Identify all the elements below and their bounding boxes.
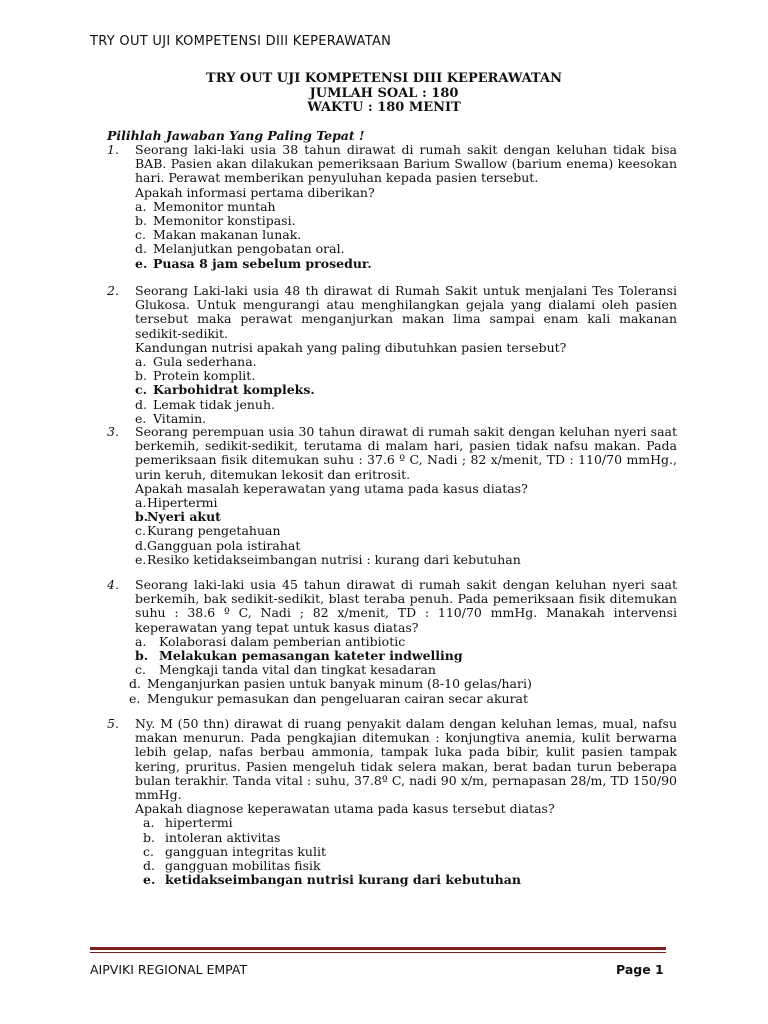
footer-organization: AIPVIKI REGIONAL EMPAT <box>90 962 248 977</box>
option-d: d. Gangguan pola istirahat <box>135 537 301 553</box>
question-prompt: Apakah informasi pertama diberikan? <box>135 184 375 200</box>
option-list <box>135 816 677 887</box>
question-prompt: Apakah diagnose keperawatan utama pada kasus tersebut diatas? <box>135 801 555 817</box>
question-5 <box>107 717 677 887</box>
option-b-answer: b. Melakukan pemasangan kateter indwelling <box>135 648 463 664</box>
option-list <box>135 200 677 271</box>
question-number: 2. <box>107 283 119 298</box>
question-stem: Seorang laki-laki usia 38 tahun dirawat di rumah sakit dengan keluhan tidak bisa BAB. Pasien akan dilakukan pemeriksaan Barium Swallow (barium enema) keesokan hari. Perawat memberikan penyuluhan kepada pasien tersebut. <box>135 142 677 186</box>
option-e: e. Resiko ketidakseimbangan nutrisi : kurang dari kebutuhan <box>135 551 521 567</box>
option-c-answer: c. Karbohidrat kompleks. <box>135 382 315 398</box>
document-title: TRY OUT UJI KOMPETENSI DIII KEPERAWATAN <box>206 71 562 86</box>
option-list <box>129 633 677 706</box>
option-c: c. gangguan integritas kulit <box>143 843 326 859</box>
option-d: d. Melanjutkan pengobatan oral. <box>135 241 345 257</box>
option-e-answer: e. ketidakseimbangan nutrisi kurang dari kebutuhan <box>143 872 521 888</box>
page-number: Page 1 <box>616 962 664 977</box>
option-a: a. Kolaborasi dalam pemberian antibiotic <box>135 633 406 649</box>
question-2 <box>107 284 677 426</box>
option-e-answer: e. Puasa 8 jam sebelum prosedur. <box>135 255 372 271</box>
question-count: JUMLAH SOAL : 180 <box>309 85 459 101</box>
question-number: 3. <box>107 424 119 439</box>
instruction: Pilihlah Jawaban Yang Paling Tepat ! <box>107 128 365 143</box>
question-number: 5. <box>107 716 119 731</box>
option-a: a. Memonitor muntah <box>135 198 276 214</box>
option-c: c. Makan makanan lunak. <box>135 227 302 243</box>
footer-rule-thick <box>90 947 666 950</box>
option-c: c. Mengkaji tanda vital dan tingkat kesadaran <box>135 662 436 678</box>
question-stem: Ny. M (50 thn) dirawat di ruang penyakit dalam dengan keluhan lemas, mual, nafsu makan menurun. Pada pengkajian ditemukan : konjungtiva anemia, kulit berwarna lebih gelap, nafas berbau ammonia, tampak luka pada bibir, kulit pasien tampak kering, pruritus. Pasien mengeluh tidak selera makan, berat badan turun beberapa bulan terakhir. Tanda vital : suhu, 37.8º C, nadi 90 x/m, pernapasan 28/m, TD 150/90 mmHg. <box>135 716 677 803</box>
footer-rule-thin <box>90 952 666 953</box>
question-prompt: Apakah masalah keperawatan yang utama pada kasus diatas? <box>135 480 528 496</box>
option-b: b. intoleran aktivitas <box>143 829 281 845</box>
question-number: 4. <box>107 577 119 592</box>
question-prompt: Kandungan nutrisi apakah yang paling dibutuhkan pasien tersebut? <box>135 339 567 355</box>
question-4 <box>107 578 677 706</box>
option-d: d. Lemak tidak jenuh. <box>135 396 275 412</box>
option-a: a. Gula sederhana. <box>135 354 257 370</box>
option-list <box>135 496 677 567</box>
question-number: 1. <box>107 142 119 157</box>
option-b: b. Protein komplit. <box>135 368 256 384</box>
option-list <box>135 355 677 426</box>
option-b: b. Memonitor konstipasi. <box>135 213 296 229</box>
question-1 <box>107 143 677 271</box>
option-d: d. Menganjurkan pasien untuk banyak minum (8-10 gelas/hari) <box>129 676 532 692</box>
option-a: a. Hipertermi <box>135 495 218 511</box>
option-b-answer: b. Nyeri akut <box>135 509 221 525</box>
option-a: a. hipertermi <box>143 815 233 831</box>
option-d: d. gangguan mobilitas fisik <box>143 858 321 874</box>
option-c: c. Kurang pengetahuan <box>135 523 281 539</box>
option-e: e. Mengukur pemasukan dan pengeluaran cairan secar akurat <box>129 690 529 706</box>
document-title-block <box>0 72 768 116</box>
time-limit: WAKTU : 180 MENIT <box>307 100 461 115</box>
question-stem: Seorang Laki-laki usia 48 th dirawat di Rumah Sakit untuk menjalani Tes Toleransi Glukosa. Untuk mengurangi atau menghilangkan gejala yang dialami oleh pasien tersebut maka perawat menganjurkan makan lima sampai enam kali makanan sedikit-sedikit. <box>135 283 677 341</box>
question-3 <box>107 425 677 567</box>
question-stem: Seorang laki-laki usia 45 tahun dirawat di rumah sakit dengan keluhan nyeri saat berkemih, bak sedikit-sedikit, blast teraba penuh. Pada pemeriksaan fisik ditemukan suhu : 38.6 º C, Nadi ; 82 x/menit, TD : 110/70 mmHg. Manakah intervensi keperawatan yang tepat untuk kasus diatas? <box>135 577 677 635</box>
running-header: TRY OUT UJI KOMPETENSI DIII KEPERAWATAN <box>90 34 392 49</box>
question-stem: Seorang perempuan usia 30 tahun dirawat di rumah sakit dengan keluhan nyeri saat berkemih, sedikit-sedikit, terutama di malam hari, pasien tidak nafsu makan. Pada pemeriksaan fisik ditemukan suhu : 37.6 º C, Nadi ; 82 x/menit, TD : 110/70 mmHg., urin keruh, ditemukan lekosit dan eritrosit. <box>135 424 677 482</box>
option-e: e. Vitamin. <box>135 410 207 426</box>
